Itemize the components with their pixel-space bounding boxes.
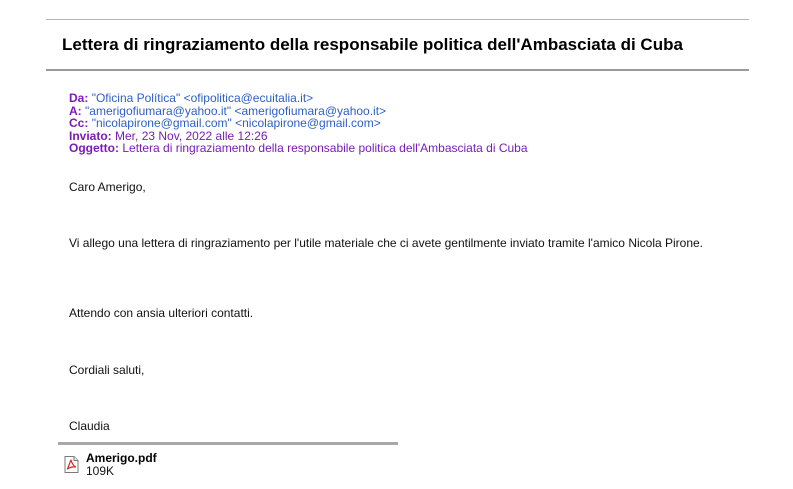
sent-value: Mer, 23 Nov, 2022 alle 12:26 [115,128,268,143]
subject-label: Oggetto: [69,141,119,155]
from-address[interactable]: <ofipolitica@ecuitalia.it> [183,91,314,105]
to-label: A: [69,103,82,118]
email-title: Lettera di ringraziamento della responsabile politica dell'Ambasciata di Cuba [62,35,683,54]
to-name[interactable]: "amerigofiumara@yahoo.it" [85,103,232,118]
body-paragraph-2: Attendo con ansia ulteriori contatti. [69,306,254,320]
pdf-file-icon[interactable] [64,456,79,473]
from-name[interactable]: "Oficina Política" [91,91,181,105]
cc-name[interactable]: "nicolapirone@gmail.com" [91,116,232,130]
attachment-info [86,452,157,477]
top-divider [46,19,749,20]
email-headers [69,92,528,155]
attachment-size: 109K [86,463,115,478]
sent-label: Inviato: [69,128,112,143]
subject-value: Lettera di ringraziamento della responsabile politica dell'Ambasciata di Cuba [122,141,528,155]
to-address[interactable]: <amerigofiumara@yahoo.it> [234,103,387,118]
from-label: Da: [69,91,89,105]
cc-label: Cc: [69,116,89,130]
attachment-divider [58,442,398,445]
body-closing: Cordiali saluti, [69,363,145,377]
attachment-filename[interactable]: Amerigo.pdf [86,451,157,465]
body-signature: Claudia [69,419,110,433]
cc-address[interactable]: <nicolapirone@gmail.com> [235,116,381,130]
title-divider [46,69,749,71]
header-subject [69,142,528,155]
body-greeting: Caro Amerigo, [69,180,146,194]
attachment-item[interactable] [64,452,157,477]
body-paragraph-1: Vi allego una lettera di ringraziamento per l'utile materiale che ci avete gentilmente inviato tramite l'amico Nicola Pirone. [69,236,704,250]
